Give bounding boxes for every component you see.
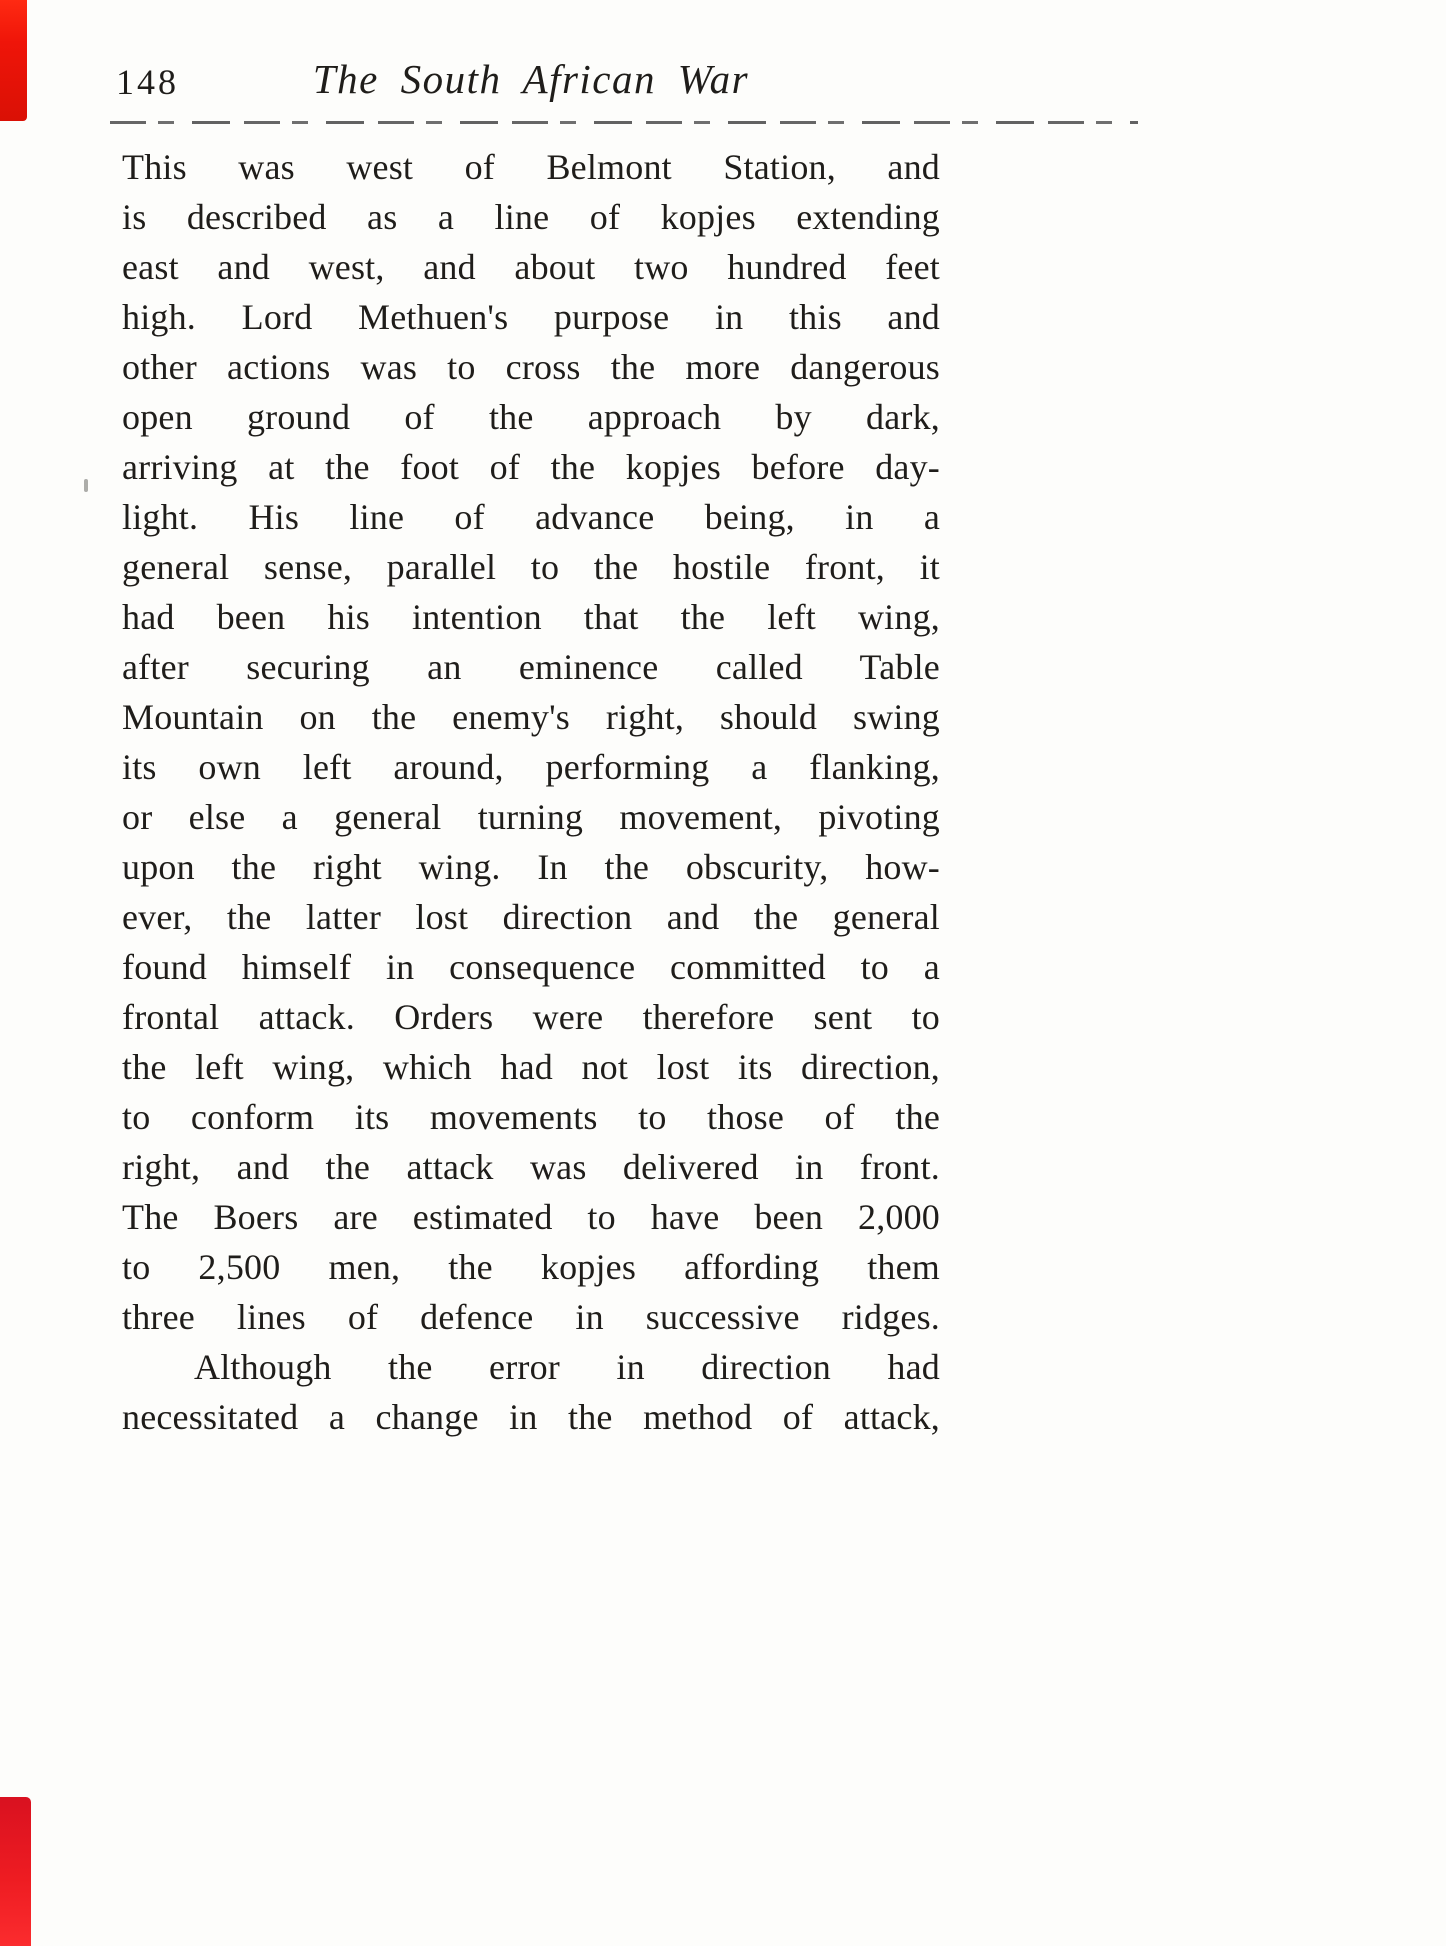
scan-edge-artifact-top bbox=[0, 0, 27, 121]
text-line: after securing an eminence called Table bbox=[122, 647, 940, 687]
text-line: the left wing, which had not lost its direction, bbox=[122, 1047, 940, 1087]
page-number: 148 bbox=[116, 62, 179, 102]
text-line: three lines of defence in successive ridges. bbox=[122, 1297, 940, 1337]
text-line: The Boers are estimated to have been 2,000 bbox=[122, 1197, 940, 1237]
text-line: east and west, and about two hundred feet bbox=[122, 247, 940, 287]
text-line: right, and the attack was delivered in front. bbox=[122, 1147, 940, 1187]
text-line: to conform its movements to those of the bbox=[122, 1097, 940, 1137]
text-line: This was west of Belmont Station, and bbox=[122, 147, 940, 187]
text-line: necessitated a change in the method of attack, bbox=[122, 1397, 940, 1437]
text-line: other actions was to cross the more dangerous bbox=[122, 347, 940, 387]
page-header bbox=[116, 55, 940, 111]
text-line: high. Lord Methuen's purpose in this and bbox=[122, 297, 940, 337]
text-line-paragraph-start: Although the error in direction had bbox=[194, 1347, 940, 1387]
text-line: general sense, parallel to the hostile front, it bbox=[122, 547, 940, 587]
margin-scan-speck bbox=[84, 479, 88, 492]
text-line: ever, the latter lost direction and the general bbox=[122, 897, 940, 937]
text-line: to 2,500 men, the kopjes affording them bbox=[122, 1247, 940, 1287]
header-rule bbox=[110, 121, 1138, 124]
body-text bbox=[122, 142, 940, 1442]
text-line: found himself in consequence committed to a bbox=[122, 947, 940, 987]
text-line: had been his intention that the left wing, bbox=[122, 597, 940, 637]
text-line: arriving at the foot of the kopjes before day- bbox=[122, 447, 940, 487]
text-line: light. His line of advance being, in a bbox=[122, 497, 940, 537]
text-line: is described as a line of kopjes extending bbox=[122, 197, 940, 237]
page-header-title: The South African War bbox=[312, 56, 750, 102]
text-line: upon the right wing. In the obscurity, how- bbox=[122, 847, 940, 887]
text-line: Mountain on the enemy's right, should swing bbox=[122, 697, 940, 737]
text-line: or else a general turning movement, pivoting bbox=[122, 797, 940, 837]
text-line: frontal attack. Orders were therefore sent to bbox=[122, 997, 940, 1037]
text-line: open ground of the approach by dark, bbox=[122, 397, 940, 437]
text-line: its own left around, performing a flanking, bbox=[122, 747, 940, 787]
scan-edge-artifact-bottom bbox=[0, 1797, 31, 1946]
